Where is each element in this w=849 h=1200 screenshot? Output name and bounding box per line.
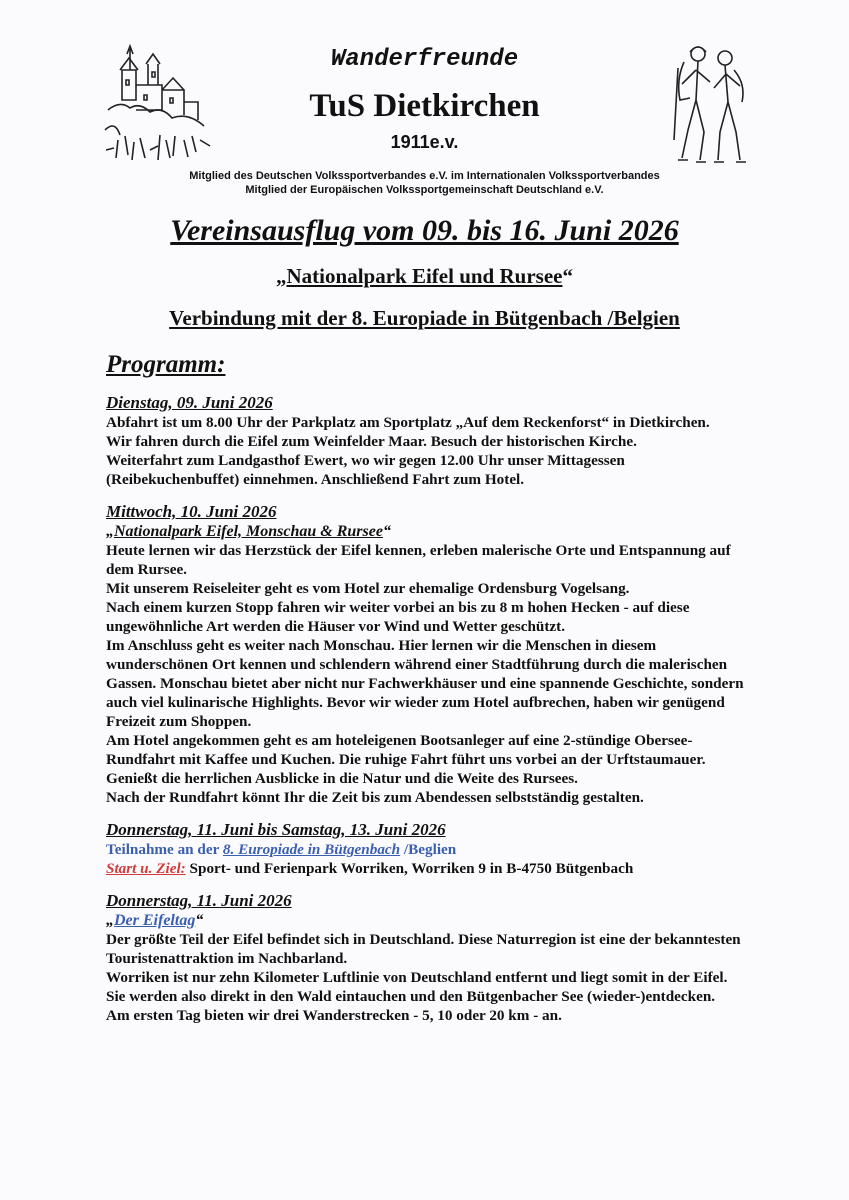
trip-subtitle-2: Verbindung mit der 8. Europiade in Bütgenbach /Belgien [169, 306, 680, 330]
day-text: Nach einem kurzen Stopp fahren wir weiter vorbei an bis zu 8 m hohen Hecken - auf diese ungewöhnliche Art werden die Häuser vor Wind und Wetter geschützt. [106, 599, 690, 635]
programm-heading: Programm: [106, 351, 226, 378]
day-text: Weiterfahrt zum Landgasthof Ewert, wo wir gegen 12.00 Uhr unser Mittagessen (Reibekuchenbuffet) einnehmen. Anschließend Fahrt zum Hotel. [106, 452, 625, 488]
start-line [106, 859, 746, 878]
day-text: Wir fahren durch die Eifel zum Weinfelder Maar. Besuch der historischen Kirche. [106, 433, 637, 450]
day-section-3 [106, 819, 746, 878]
trip-subtitle [0, 264, 849, 289]
day-text: Der größte Teil der Eifel befindet sich in Deutschland. Diese Naturregion ist eine der bekanntesten Touristenattraktion im Nachbarland. [106, 931, 741, 967]
day-heading: Mittwoch, 10. Juni 2026 [106, 502, 277, 521]
day-subtitle [106, 911, 746, 930]
day-section-4 [106, 890, 746, 1025]
day-text: Mit unserem Reiseleiter geht es vom Hotel zur ehemalige Ordensburg Vogelsang. [106, 580, 630, 597]
day-heading: Dienstag, 09. Juni 2026 [106, 393, 273, 412]
day-section-2 [106, 501, 746, 807]
day-subtitle [106, 522, 746, 541]
trip-subtitle-text: Nationalpark Eifel und Rursee [286, 264, 563, 288]
day-text: Abfahrt ist um 8.00 Uhr der Parkplatz am Sportplatz „Auf dem Reckenforst“ in Dietkirchen. [106, 414, 710, 431]
trip-title: Vereinsausflug vom 09. bis 16. Juni 2026 [170, 214, 679, 247]
day-subtitle-close: “ [382, 523, 391, 540]
day-subtitle-open: „ [106, 523, 114, 540]
participation-suffix: /Beglien [400, 841, 457, 858]
day-section-1 [106, 392, 746, 489]
day-heading: Donnerstag, 11. Juni bis Samstag, 13. Juni 2026 [106, 820, 446, 839]
europiade-link[interactable]: 8. Europiade in Bütgenbach [222, 841, 401, 858]
day-text: Am Hotel angekommen geht es am hoteleigenen Bootsanleger auf eine 2-stündige Obersee-Rundfahrt mit Kaffee und Kuchen. Die ruhige Fahrt führt uns vorbei an der Urftstaumauer. Genießt die herrlichen Ausblicke in die Natur und die Weite des Rursees. [106, 732, 706, 787]
membership-line-2: Mitglied der Europäischen Volkssportgemeinschaft Deutschland e.V. [245, 184, 604, 196]
participation-prefix: Teilnahme an der [106, 841, 223, 858]
trip-subtitle-close: “ [562, 264, 573, 288]
club-name: Wanderfreunde [330, 46, 519, 73]
day-text: Heute lernen wir das Herzstück der Eifel kennen, erleben malerische Orte und Entspannung auf dem Rursee. [106, 542, 731, 578]
membership-line-1: Mitglied des Deutschen Volkssportverbandes e.V. im Internationalen Volkssportverbandes [189, 170, 660, 182]
eifeltag-link[interactable]: Der Eifeltag [114, 912, 196, 929]
day-text: Nach der Rundfahrt könnt Ihr die Zeit bis zum Abendessen selbstständig gestalten. [106, 789, 644, 806]
day-text: Im Anschluss geht es weiter nach Monschau. Hier lernen wir die Menschen in diesem wunderschönen Ort kennen und schlendern während einer Stadtführung durch die malerischen Gassen. Monschau bietet aber nicht nur Fachwerkhäuser und eine spannende Geschichte, sondern auch viel kulinarische Highlights. Bevor wir wieder zum Hotel aufbrechen, haben wir genügend Freizeit zum Shoppen. [106, 637, 744, 730]
day-text: Worriken ist nur zehn Kilometer Luftlinie von Deutschland entfernt und liegt somit in der Eifel. Sie werden also direkt in den Wald eintauchen und den Bütgenbacher See (wieder-)entdecken. [106, 969, 728, 1005]
day-heading: Donnerstag, 11. Juni 2026 [106, 891, 292, 910]
club-main-title: TuS Dietkirchen [309, 88, 540, 124]
day-subtitle-close: “ [195, 912, 204, 929]
club-year: 1911e.v. [390, 132, 459, 152]
day-subtitle-open: „ [106, 912, 114, 929]
trip-subtitle-open: „ [276, 264, 287, 288]
programm-content [106, 392, 746, 1037]
day-subtitle-text: Nationalpark Eifel, Monschau & Rursee [114, 523, 383, 540]
day-text: Am ersten Tag bieten wir drei Wanderstrecken - 5, 10 oder 20 km - an. [106, 1007, 562, 1024]
start-label: Start u. Ziel: [106, 860, 186, 877]
start-text: Sport- und Ferienpark Worriken, Worriken 9 in B-4750 Bütgenbach [185, 860, 634, 877]
participation-line [106, 840, 746, 859]
